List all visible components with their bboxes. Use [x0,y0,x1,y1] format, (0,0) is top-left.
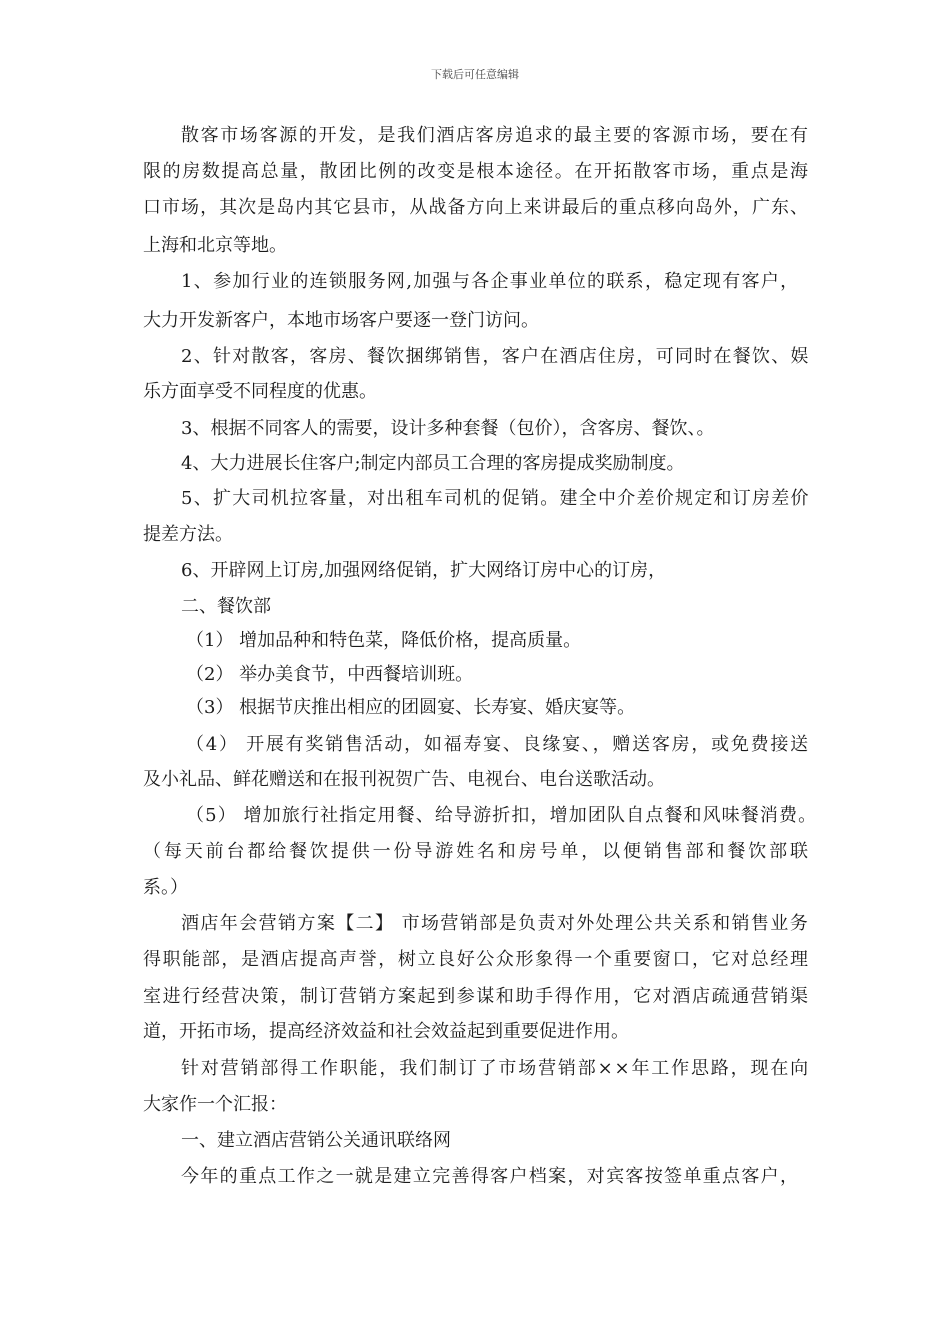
list-item: （3） 根据节庆推出相应的团圆宴、长寿宴、婚庆宴等。 [186,697,636,718]
text-line: 提差方法。 [143,524,233,545]
section-heading: 一、建立酒店营销公关通讯联络网 [181,1130,451,1151]
text-line: 道，开拓市场，提高经济效益和社会效益起到重要促进作用。 [143,1021,629,1042]
text-line: （每天前台都给餐饮提供一份导游姓名和房号单，以便销售部和餐饮部联 [143,841,811,862]
list-item: （4） 开展有奖销售活动，如福寿宴、良缘宴、，赠送客房，或免费接送 [186,734,810,755]
text-line: 乐方面享受不同程度的优惠。 [143,381,377,402]
text-line: 限的房数提高总量，散团比例的改变是根本途径。在开拓散客市场，重点是海 [143,161,810,182]
page-header: 下载后可任意编辑 [431,68,519,81]
text-line: 2、针对散客，客房、餐饮捆绑销售，客户在酒店住房，可同时在餐饮、娱 [181,346,810,367]
text-line: 3、根据不同客人的需要，设计多种套餐（包价），含客房、餐饮、。 [181,418,715,439]
text-line: 上海和北京等地。 [143,235,287,256]
list-item: （2） 举办美食节，中西餐培训班。 [186,664,474,685]
text-line: 今年的重点工作之一就是建立完善得客户档案，对宾客按签单重点客户， [181,1166,800,1187]
text-line: 大家作一个汇报： [143,1094,287,1115]
text-line: 1、参加行业的连锁服务网,加强与各企事业单位的联系，稳定现有客户， [181,271,800,292]
text-line: 及小礼品、鲜花赠送和在报刊祝贺广告、电视台、电台送歌活动。 [143,769,665,790]
text-line: 口市场，其次是岛内其它县市，从战备方向上来讲最后的重点移向岛外，广东、 [143,197,810,218]
text-line: 系。） [143,877,188,898]
text-line: 大力开发新客户，本地市场客户要逐一登门访问。 [143,310,539,331]
list-item: （5） 增加旅行社指定用餐、给导游折扣，增加团队自点餐和风味餐消费。 [186,805,818,826]
section-heading: 二、餐饮部 [181,596,271,617]
text-line: 4、大力进展长住客户;制定内部员工合理的客房提成奖励制度。 [181,453,685,474]
list-item: （1） 增加品种和特色菜，降低价格，提高质量。 [186,630,582,651]
text-line: 得职能部，是酒店提高声誉，树立良好公众形象得一个重要窗口，它对总经理 [143,949,810,970]
text-line: 5、扩大司机拉客量，对出租车司机的促销。建全中介差价规定和订房差价 [181,488,810,509]
text-line: 6、开辟网上订房,加强网络促销，扩大网络订房中心的订房， [181,560,667,581]
text-line: 室进行经营决策，制订营销方案起到参谋和助手得作用，它对酒店疏通营销渠 [143,986,810,1007]
text-line: 散客市场客源的开发，是我们酒店客房追求的最主要的客源市场，要在有 [181,125,810,146]
text-line: 酒店年会营销方案【二】 市场营销部是负责对外处理公共关系和销售业务 [181,913,810,934]
text-line: 针对营销部得工作职能，我们制订了市场营销部××年工作思路，现在向 [181,1058,810,1079]
